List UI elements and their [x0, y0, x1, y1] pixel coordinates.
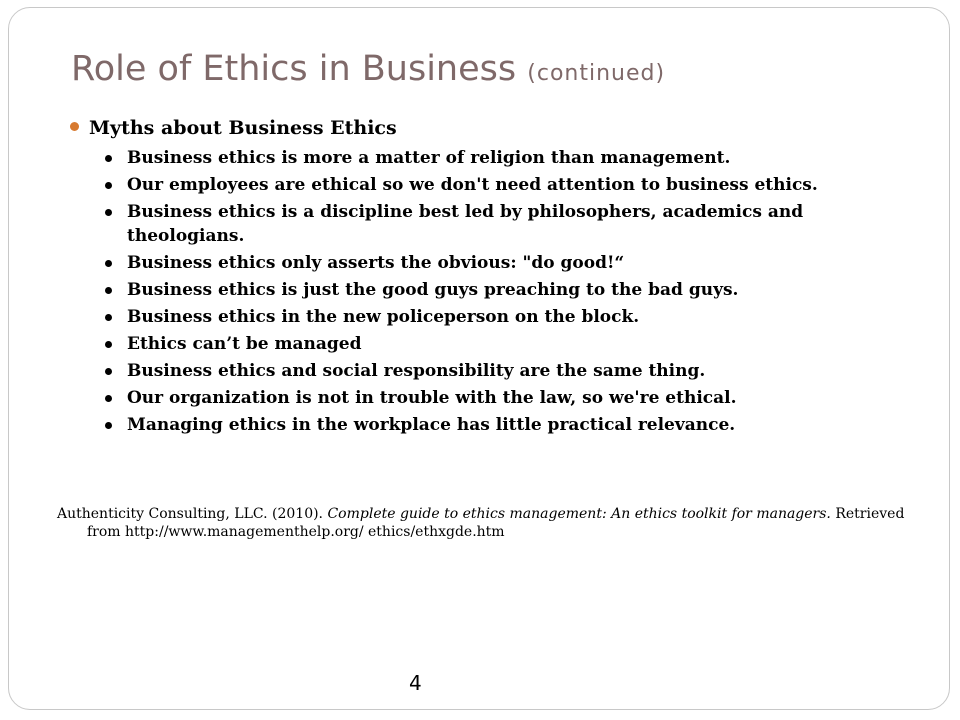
citation-source-url: from http://www.managementhelp.org/ ethics/ethxgde.htm [87, 524, 505, 540]
slide-frame [8, 7, 950, 710]
citation [57, 505, 927, 541]
myths-list [105, 146, 895, 440]
bullet-icon [105, 287, 112, 294]
myth-list-item [105, 146, 895, 170]
bullet-icon [105, 422, 112, 429]
slide-title [71, 48, 665, 95]
myth-text: Business ethics is a discipline best led by philosophers, academics and theologians. [127, 202, 804, 246]
bullet-icon [105, 155, 112, 162]
myth-list-item [105, 278, 895, 302]
myth-text: Business ethics and social responsibility are the same thing. [127, 361, 706, 381]
myth-text: Managing ethics in the workplace has little practical relevance. [127, 415, 736, 435]
citation-retrieved: Retrieved [835, 506, 905, 522]
myth-text: Business ethics is just the good guys preaching to the bad guys. [127, 280, 739, 300]
myth-list-item [105, 413, 895, 437]
myth-list-item [105, 173, 895, 197]
myth-text: Business ethics is more a matter of religion than management. [127, 148, 731, 168]
slide-title-main: Role of Ethics in Business [71, 49, 517, 89]
myth-list-item [105, 200, 895, 248]
myth-list-item [105, 251, 895, 275]
myth-list-item [105, 332, 895, 356]
myth-text: Business ethics only asserts the obvious: "do good!“ [127, 253, 625, 273]
citation-title: Complete guide to ethics management: An ethics toolkit for managers. [327, 506, 831, 522]
myth-list-item [105, 305, 895, 329]
myth-list-item [105, 386, 895, 410]
section-heading: Myths about Business Ethics [89, 117, 397, 139]
myth-text: Ethics can’t be managed [127, 334, 362, 354]
slide-title-suffix: (continued) [527, 61, 666, 86]
myth-text: Our employees are ethical so we don't need attention to business ethics. [127, 175, 818, 195]
citation-author: Authenticity Consulting, LLC. (2010). [57, 506, 324, 522]
bullet-icon [105, 395, 112, 402]
bullet-icon [105, 209, 112, 216]
myth-text: Business ethics in the new policeperson on the block. [127, 307, 640, 327]
myth-list-item [105, 359, 895, 383]
bullet-icon [105, 314, 112, 321]
heading-bullet-icon [70, 122, 79, 131]
bullet-icon [105, 182, 112, 189]
bullet-icon [105, 260, 112, 267]
bullet-icon [105, 368, 112, 375]
bullet-icon [105, 341, 112, 348]
myth-text: Our organization is not in trouble with the law, so we're ethical. [127, 388, 737, 408]
slide-number: 4 [409, 671, 422, 695]
